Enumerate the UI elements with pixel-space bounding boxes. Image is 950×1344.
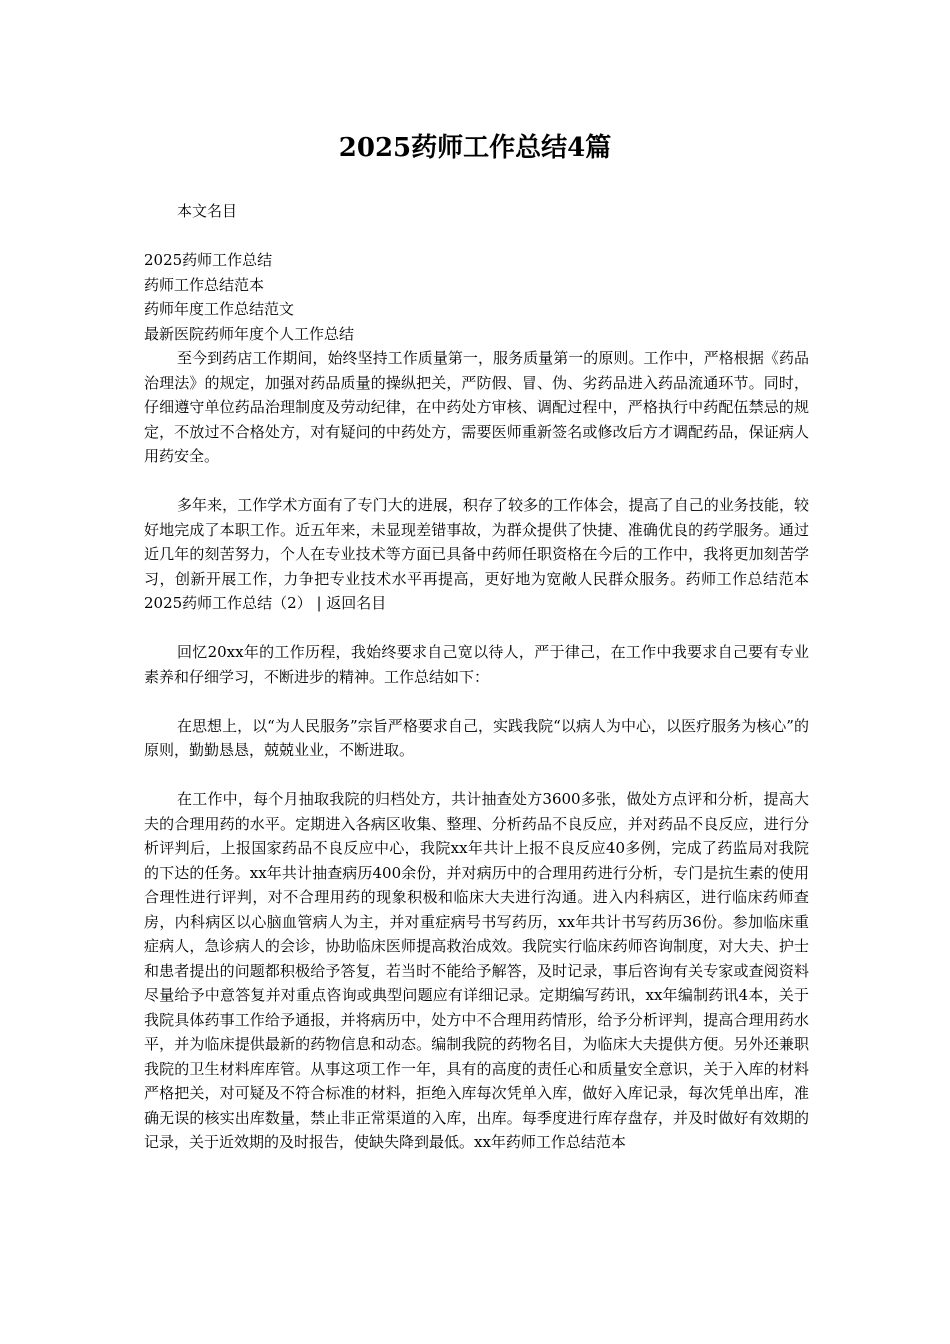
paragraph: 多年来，工作学术方面有了专门大的进展，积存了较多的工作体会，提高了自己的业务技能，较好地完成了本职工作。近五年来，未显现差错事故，为群众提供了快捷、准确优良的药学服务。通过近几年的刻苦努力，个人在专业技术等方面已具备中药师任职资格在今后的工作中，我将更加刻苦学习，创新开展工作，力争把专业技术水平再提高，更好地为宽敞人民群众服务。药师工作总结范本 2025药师工作总结（2） | 返回名目 [144, 496, 809, 612]
paragraph: 在工作中，每个月抽取我院的归档处方，共计抽查处方3600多张，做处方点评和分析，提高大夫的合理用药的水平。定期进入各病区收集、整理、分析药品不良反应，并对药品不良反应，进行分析评判后，上报国家药品不良反应中心，我院xx年共计上报不良反应40多例，完成了药监局对我院的下达的任务。xx年共计抽查病历400余份，并对病历中的合理用药进行分析，专门是抗生素的使用合理性进行评判，对不合理用药的现象积极和临床大夫进行沟通。进入内科病区，进行临床药师查房，内科病区以心脑血管病人为主，并对重症病号书写药历，xx年共计书写药历36份。参加临床重症病人，急诊病人的会诊，协助临床医师提高救治成效。我院实行临床药师咨询制度，对大夫、护士和患者提出的问题都积极给予答复，若当时不能给予解答，及时记录，事后咨询有关专家或查阅资料尽量给予中意答复并对重点咨询或典型问题应有详细记录。定期编写药讯，xx年编制药讯4本，关于我院具体药事工作给予通报，并将病历中，处方中不合理用药情形，给予分析评判，提高合理用药水平，并为临床提供最新的药物信息和动态。编制我院的药物名目，为临床大夫提供方便。另外还兼职我院的卫生材料库库管。从事这项工作一年，具有的高度的责任心和质量安全意识，关于入库的材料严格把关，对可疑及不符合标准的材料，拒绝入库每次凭单入库，做好入库记录，每次凭单出库，准确无误的核实出库数量，禁止非正常渠道的入库，出库。每季度进行库存盘存，并及时做好有效期的记录，关于近效期的及时报告，使缺失降到最低。xx年药师工作总结范本 [144, 790, 809, 1151]
paragraph-gap [144, 469, 809, 494]
toc-item[interactable]: 药师年度工作总结范文 [144, 300, 295, 318]
document-title: 2025药师工作总结4篇 [338, 133, 612, 163]
table-of-contents [144, 248, 809, 346]
paragraph-gap [144, 689, 809, 714]
toc-heading: 本文名目 [177, 202, 238, 220]
toc-item[interactable]: 药师工作总结范本 [144, 275, 265, 294]
paragraph-gap [144, 763, 809, 788]
paragraph: 在思想上，以“为人民服务”宗旨严格要求自己，实践我院“以病人为中心，以医疗服务为核心”的原则，勤勤恳恳，兢兢业业，不断进取。 [144, 716, 809, 759]
paragraph: 至今到药店工作期间，始终坚持工作质量第一，服务质量第一的原则。工作中，严格根据《药品治理法》的规定，加强对药品质量的操纵把关，严防假、冒、伪、劣药品进入药品流通环节。同时，仔细遵守单位药品治理制度及劳动纪律，在中药处方审核、调配过程中，严格执行中药配伍禁忌的规定，不放过不合格处方，对有疑问的中药处方，需要医师重新签名或修改后方才调配药品，保证病人用药安全。 [144, 349, 809, 465]
document-body [144, 199, 809, 1155]
paragraph: 回忆20xx年的工作历程，我始终要求自己宽以待人，严于律己，在工作中我要求自己要有专业素养和仔细学习，不断进步的精神。工作总结如下： [144, 643, 809, 686]
paragraph-gap [144, 616, 809, 641]
toc-item[interactable]: 最新医院药师年度个人工作总结 [144, 324, 355, 343]
toc-item[interactable]: 2025药师工作总结 [144, 251, 273, 269]
